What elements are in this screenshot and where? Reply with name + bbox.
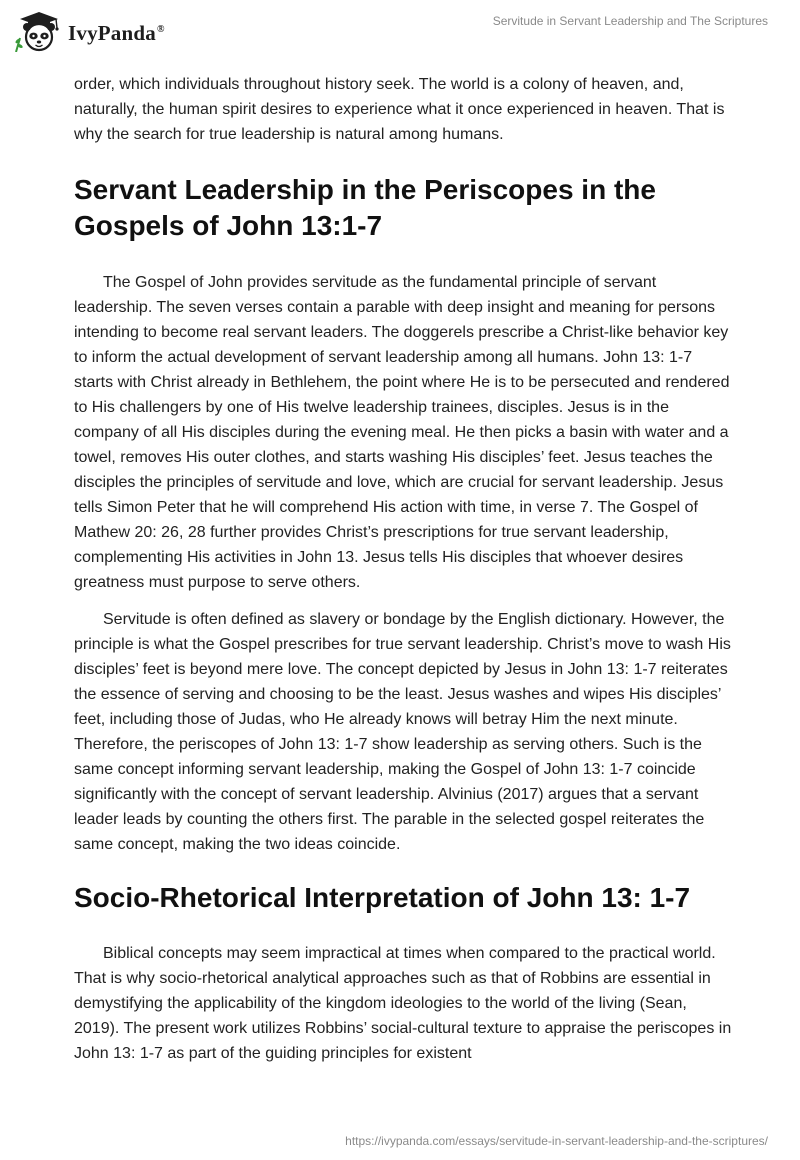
brand-name bbox=[68, 21, 165, 46]
section-heading-servant-leadership: Servant Leadership in the Periscopes in the Gospels of John 13:1-7 bbox=[74, 174, 656, 241]
section2-paragraph-1: Biblical concepts may seem impractical at times when compared to the practical world. That is why socio-rhetorical analytical approaches such as that of Robbins are essential in demystifying the applicability of the kingdom ideologies to the world of the living (Sean, 2019). The present work utilizes Robbins’ social-cultural texture to appraise the periscopes in John 13: 1-7 as part of the guiding principles for existent bbox=[74, 945, 732, 1062]
panda-graduate-icon bbox=[14, 12, 64, 52]
intro-paragraph: order, which individuals throughout history seek. The world is a colony of heaven, and, naturally, the human spirit desires to experience what it once experienced in heaven. That is why the search for true leadership is natural among humans. bbox=[74, 76, 725, 143]
document-title: Servitude in Servant Leadership and The Scriptures bbox=[492, 14, 768, 28]
brand-logo[interactable] bbox=[14, 12, 165, 52]
registered-mark: ® bbox=[156, 23, 165, 35]
page-header bbox=[0, 0, 800, 60]
article-body bbox=[74, 72, 734, 1078]
section1-paragraph-1: The Gospel of John provides servitude as the fundamental principle of servant leadership. The seven verses contain a parable with deep insight and meaning for persons intending to become real servant leaders. The doggerels prescribe a Christ-like behavior key to inform the actual development of servant leadership among all humans. John 13: 1-7 starts with Christ already in Bethlehem, the point where He is to be persecuted and rendered to His challengers by one of His twelve leadership trainees, disciples. Jesus is in the company of all His disciples during the evening meal. He then picks a basin with water and a towel, removes His outer clothes, and starts washing His disciples’ feet. Jesus teaches the disciples the principles of servitude and love, which are crucial for servant leadership. Jesus tells Simon Peter that he will comprehend His action with time, in verse 7. The Gospel of Mathew 20: 26, 28 further provides Christ’s prescriptions for true servant leadership, complementing His activities in John 13. Jesus tells His disciples that whoever desires greatness must purpose to serve others. bbox=[74, 274, 730, 591]
brand-name-text: IvyPanda bbox=[68, 20, 156, 45]
section-heading-socio-rhetorical: Socio-Rhetorical Interpretation of John 13: 1-7 bbox=[74, 882, 691, 913]
section1-paragraph-2: Servitude is often defined as slavery or bondage by the English dictionary. However, the principle is what the Gospel prescribes for true servant leadership. Christ’s move to wash His disciples’ feet is beyond mere love. The concept depicted by Jesus in John 13: 1-7 reiterates the essence of serving and choosing to be the least. Jesus washes and wipes His disciples’ feet, including those of Judas, who He already knows will betray Him the next minute. Therefore, the periscopes of John 13: 1-7 show leadership as serving others. Such is the same concept informing servant leadership, making the Gospel of John 13: 1-7 coincide significantly with the concept of servant leadership. Alvinius (2017) argues that a servant leader leads by counting the others first. The parable in the selected gospel reiterates the same concept, making the two ideas coincide. bbox=[74, 611, 731, 853]
source-url[interactable]: https://ivypanda.com/essays/servitude-in-servant-leadership-and-the-scriptures/ bbox=[345, 1134, 768, 1148]
